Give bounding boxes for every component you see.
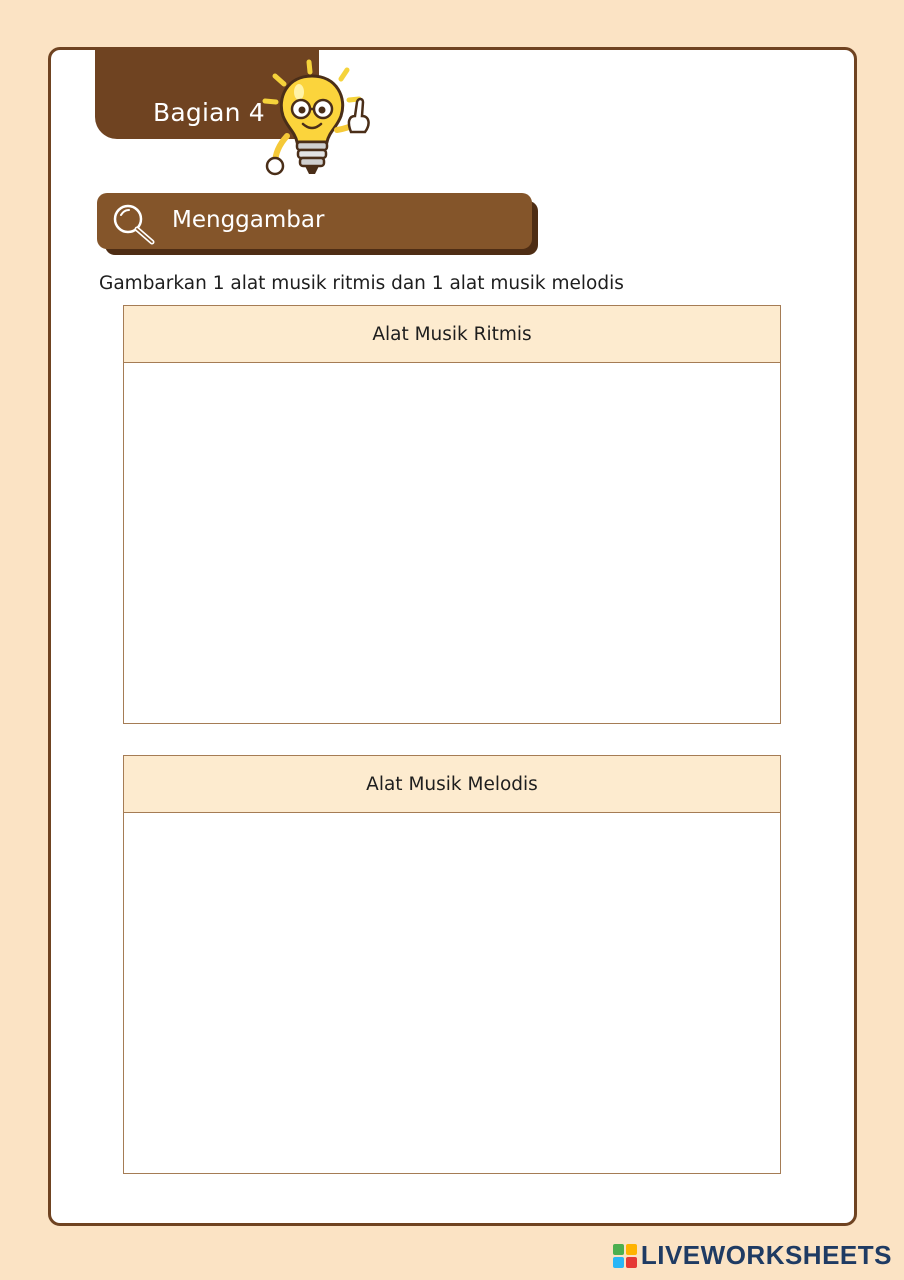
liveworksheets-brand xyxy=(613,1240,892,1271)
brand-name: LIVEWORKSHEETS xyxy=(640,1240,892,1270)
drawing-area-ritmis[interactable] xyxy=(124,363,780,723)
lightbulb-mascot-icon xyxy=(257,54,381,184)
magnifier-icon xyxy=(109,201,157,247)
liveworksheets-logo-icon xyxy=(613,1244,637,1268)
worksheet-card xyxy=(48,47,857,1226)
section-label: Bagian 4 xyxy=(153,98,265,127)
instruction-text: Gambarkan 1 alat musik ritmis dan 1 alat musik melodis xyxy=(99,273,624,294)
box-title-ritmis: Alat Musik Ritmis xyxy=(124,306,780,363)
section-heading xyxy=(97,193,532,249)
box-title-melodis: Alat Musik Melodis xyxy=(124,756,780,813)
drawing-box-melodis xyxy=(123,755,781,1174)
heading-face xyxy=(97,193,532,249)
drawing-box-ritmis xyxy=(123,305,781,724)
drawing-area-melodis[interactable] xyxy=(124,813,780,1173)
heading-title: Menggambar xyxy=(172,207,325,233)
